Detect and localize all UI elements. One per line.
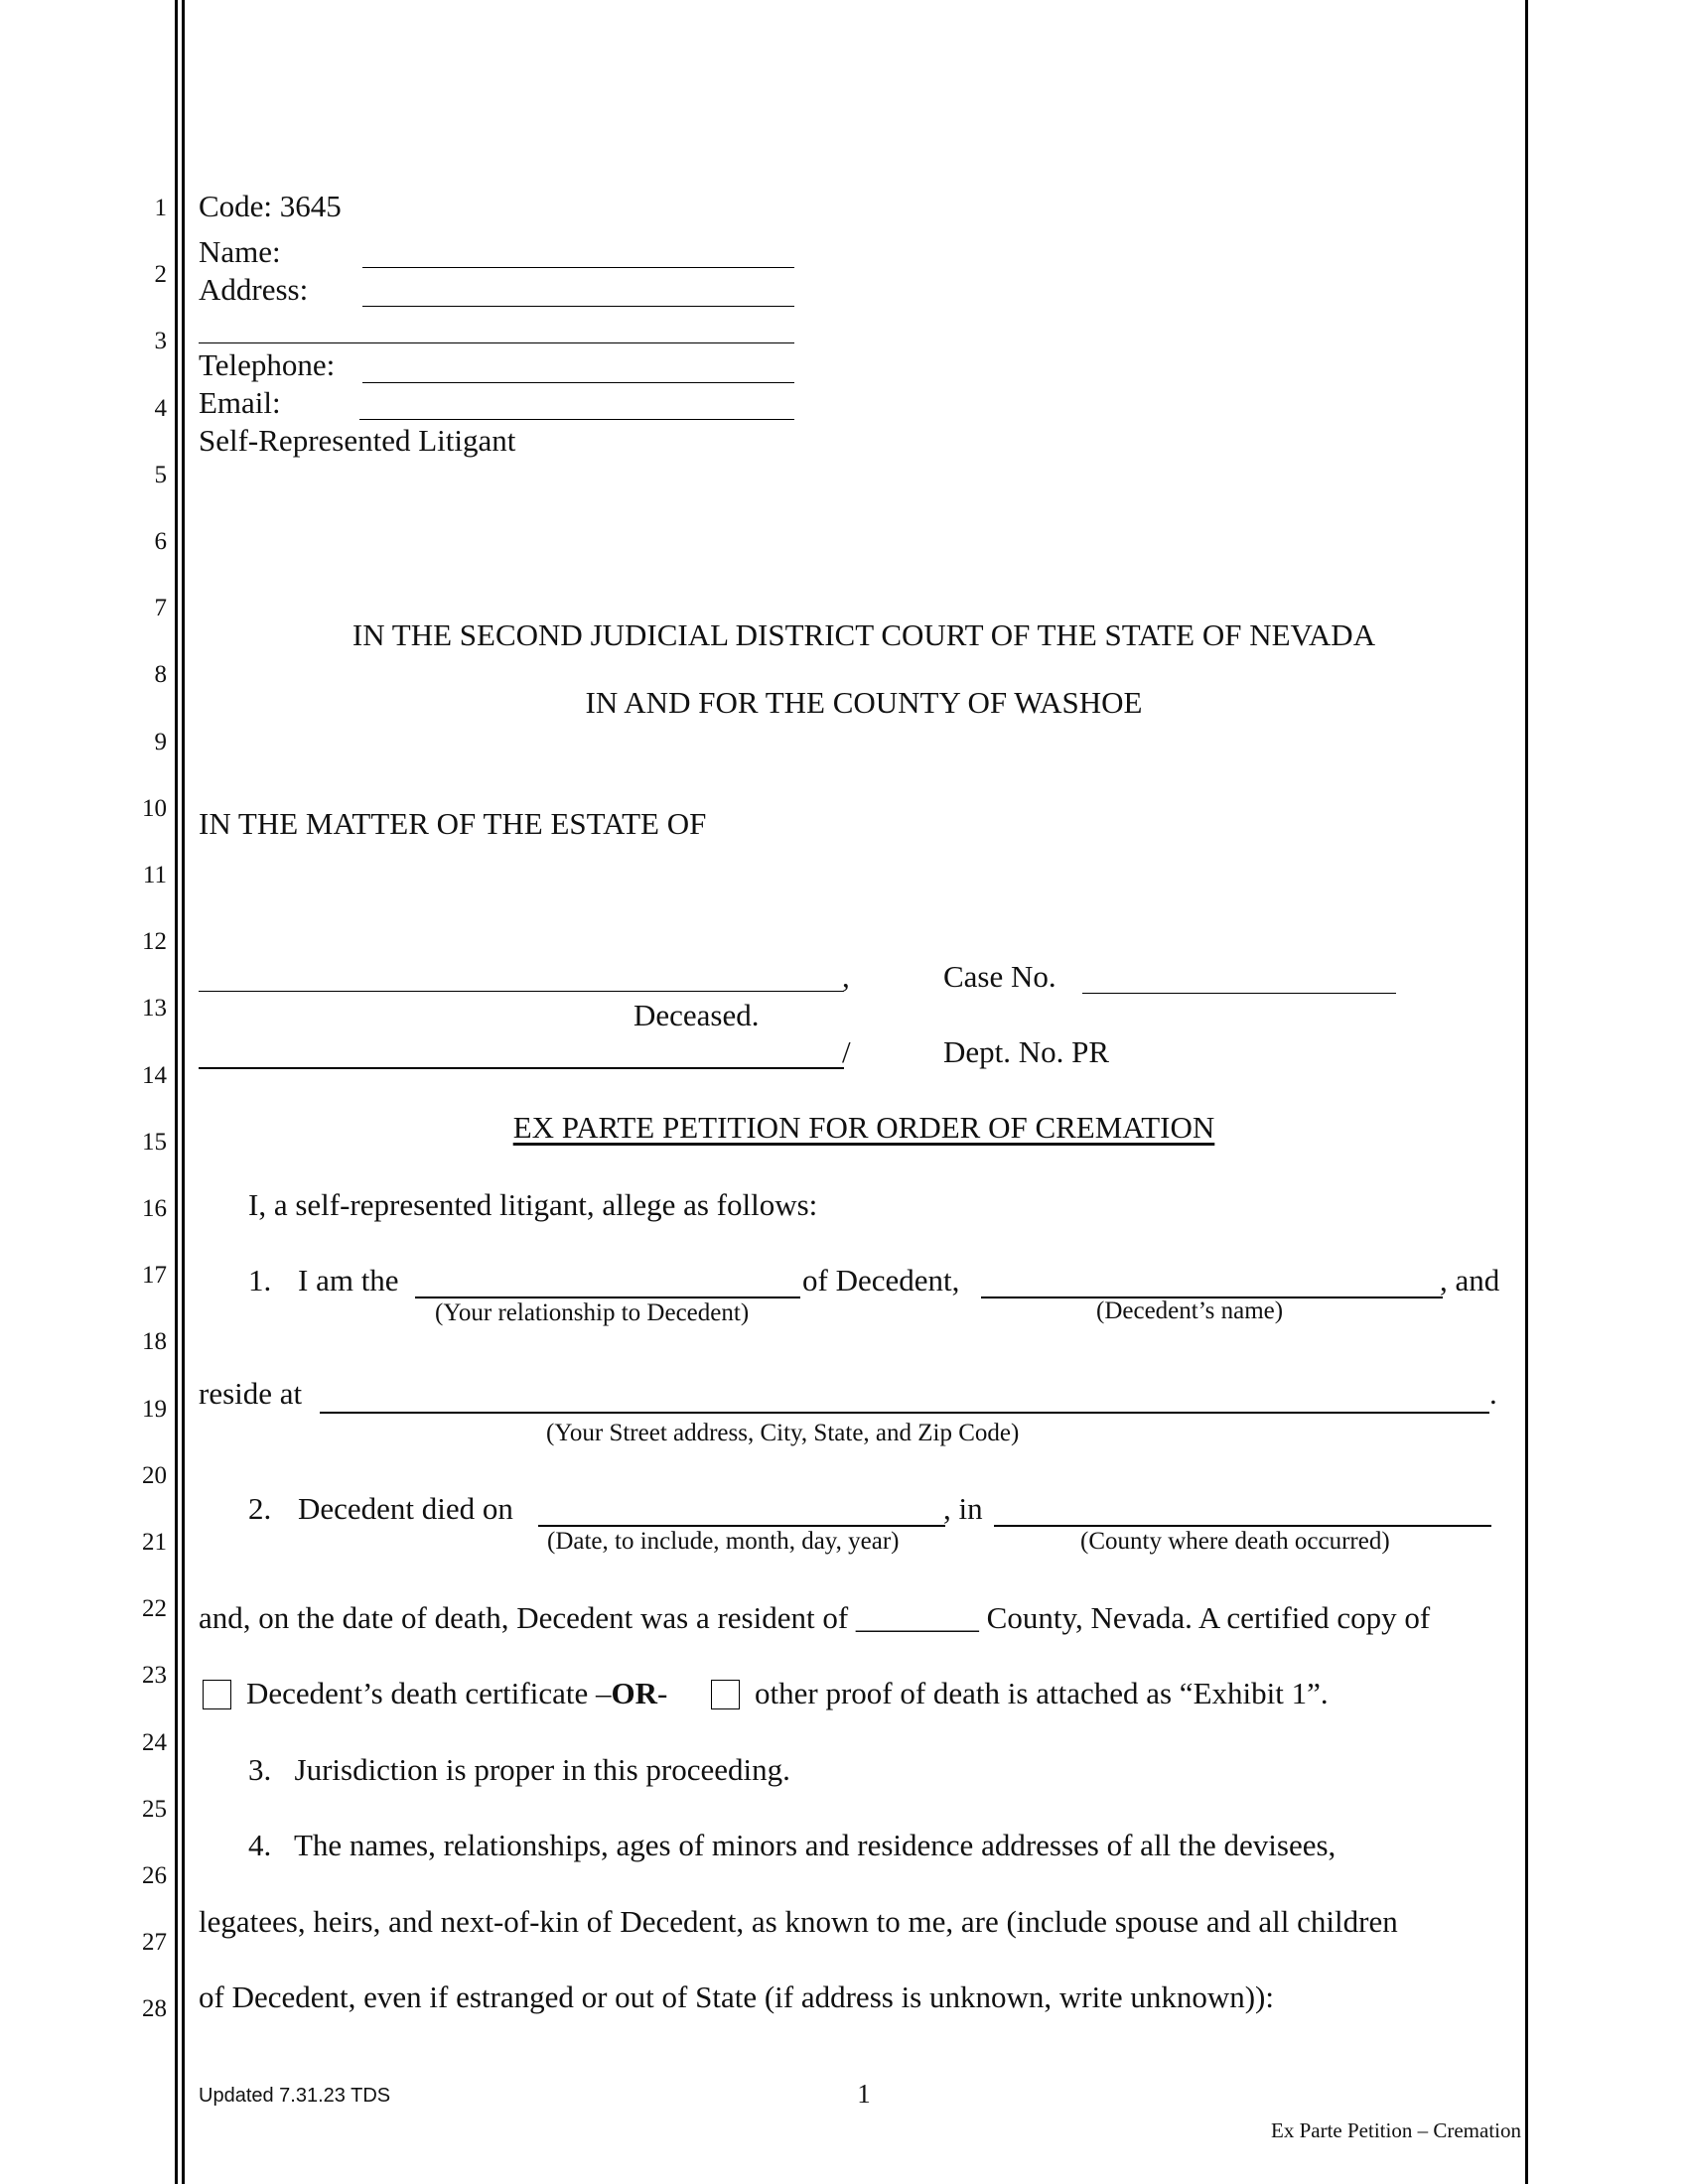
case-number-field[interactable] bbox=[1082, 993, 1396, 994]
line-number: 10 bbox=[142, 794, 167, 822]
line-number: 7 bbox=[154, 595, 167, 622]
caption-comma: , bbox=[842, 959, 850, 994]
paragraph-2-number: 2. bbox=[248, 1491, 272, 1526]
line-number: 16 bbox=[142, 1195, 167, 1222]
intro-statement: I, a self-represented litigant, allege as follows: bbox=[248, 1187, 818, 1222]
line-number: 13 bbox=[142, 995, 167, 1023]
line-number: 14 bbox=[142, 1061, 167, 1089]
name-field[interactable] bbox=[362, 267, 794, 268]
email-label: Email: bbox=[199, 385, 281, 420]
line-number: 8 bbox=[154, 661, 167, 689]
paragraph-4-line-2: legatees, heirs, and next-of-kin of Decedent, as known to me, are (include spouse and all children bbox=[199, 1904, 1398, 1939]
county-of-death-field[interactable] bbox=[994, 1525, 1491, 1527]
other-proof-checkbox[interactable] bbox=[711, 1680, 740, 1709]
decedent-name-field[interactable] bbox=[199, 991, 844, 992]
case-code: Code: 3645 bbox=[199, 189, 342, 223]
line-number: 27 bbox=[142, 1929, 167, 1957]
line-number: 2 bbox=[154, 261, 167, 289]
line-number: 6 bbox=[154, 528, 167, 555]
name-label: Name: bbox=[199, 234, 281, 269]
paragraph-1-text-b: of Decedent, bbox=[802, 1263, 960, 1297]
page-number: 1 bbox=[857, 2079, 871, 2109]
line-number: 9 bbox=[154, 728, 167, 755]
or-label: OR bbox=[611, 1676, 657, 1710]
line-number: 25 bbox=[142, 1795, 167, 1823]
line-number: 1 bbox=[154, 195, 167, 221]
document-title: EX PARTE PETITION FOR ORDER OF CREMATION bbox=[512, 1110, 1215, 1145]
paragraph-1-text-a: I am the bbox=[298, 1263, 399, 1297]
residence-county-statement: and, on the date of death, Decedent was a resident of ________ County, Nevada. A certified copy of bbox=[199, 1600, 1431, 1635]
relationship-field[interactable] bbox=[415, 1297, 800, 1298]
line-number: 15 bbox=[142, 1128, 167, 1156]
date-of-death-field[interactable] bbox=[538, 1525, 945, 1527]
date-of-death-caption: (Date, to include, month, day, year) bbox=[547, 1528, 900, 1555]
decedent-name-caption: (Decedent’s name) bbox=[1096, 1297, 1284, 1324]
line-number: 19 bbox=[142, 1395, 167, 1423]
right-margin-rule bbox=[1525, 0, 1528, 2184]
email-field[interactable] bbox=[359, 419, 794, 420]
line-number: 20 bbox=[142, 1461, 167, 1489]
line-number: 3 bbox=[154, 328, 167, 355]
relationship-caption: (Your relationship to Decedent) bbox=[435, 1299, 750, 1326]
line-number: 28 bbox=[142, 1995, 167, 2023]
line-number: 12 bbox=[142, 928, 167, 956]
death-certificate-checkbox[interactable] bbox=[203, 1680, 231, 1709]
court-heading: IN THE SECOND JUDICIAL DISTRICT COURT OF THE STATE OF NEVADA bbox=[352, 617, 1376, 652]
line-number: 5 bbox=[154, 461, 167, 488]
address-label: Address: bbox=[199, 272, 309, 307]
county-of-death-caption: (County where death occurred) bbox=[1080, 1528, 1390, 1555]
paragraph-1-text-c: , and bbox=[1440, 1263, 1500, 1297]
case-number-label: Case No. bbox=[943, 959, 1056, 994]
updated-stamp: Updated 7.31.23 TDS bbox=[199, 2085, 391, 2107]
residence-address-caption: (Your Street address, City, State, and Zip Code) bbox=[546, 1420, 1020, 1446]
line-number: 26 bbox=[142, 1862, 167, 1889]
footer-document-name: Ex Parte Petition – Cremation bbox=[1271, 2118, 1521, 2142]
paragraph-3: 3. Jurisdiction is proper in this proceeding. bbox=[248, 1752, 790, 1787]
left-margin-rule-inner bbox=[182, 0, 185, 2184]
self-represented-label: Self-Represented Litigant bbox=[199, 423, 516, 458]
reside-period: . bbox=[1489, 1376, 1497, 1411]
paragraph-1-number: 1. bbox=[248, 1263, 272, 1297]
address-field-line-2[interactable] bbox=[199, 342, 794, 343]
caption-close-rule bbox=[199, 1067, 844, 1069]
other-proof-option: other proof of death is attached as “Exhibit 1”. bbox=[755, 1676, 1329, 1710]
address-field-line-1[interactable] bbox=[362, 306, 794, 307]
caption-slash: / bbox=[842, 1034, 851, 1069]
line-number: 18 bbox=[142, 1328, 167, 1356]
proof-option-line bbox=[246, 1676, 667, 1711]
or-dash: - bbox=[657, 1676, 668, 1710]
paragraph-2-text-a: Decedent died on bbox=[298, 1491, 513, 1526]
telephone-field[interactable] bbox=[362, 382, 794, 383]
residence-address-field[interactable] bbox=[320, 1412, 1489, 1414]
matter-heading: IN THE MATTER OF THE ESTATE OF bbox=[199, 806, 707, 841]
paragraph-2-text-b: , in bbox=[943, 1491, 983, 1526]
line-number: 4 bbox=[154, 394, 167, 422]
paragraph-4-line-1: 4. The names, relationships, ages of minors and residence addresses of all the devisees, bbox=[248, 1828, 1336, 1862]
line-number: 22 bbox=[142, 1595, 167, 1623]
left-margin-rule-outer bbox=[175, 0, 178, 2184]
county-heading: IN AND FOR THE COUNTY OF WASHOE bbox=[585, 685, 1143, 720]
department-number: Dept. No. PR bbox=[943, 1034, 1110, 1069]
paragraph-4-line-3: of Decedent, even if estranged or out of State (if address is unknown, write unknown)): bbox=[199, 1979, 1274, 2014]
deceased-label: Deceased. bbox=[633, 998, 760, 1032]
line-number: 11 bbox=[142, 862, 167, 888]
reside-at-label: reside at bbox=[199, 1376, 303, 1411]
line-number: 17 bbox=[142, 1262, 167, 1290]
death-certificate-option: Decedent’s death certificate – bbox=[246, 1676, 612, 1710]
line-number: 24 bbox=[142, 1728, 167, 1756]
line-number: 21 bbox=[142, 1529, 167, 1556]
line-number: 23 bbox=[142, 1662, 167, 1690]
telephone-label: Telephone: bbox=[199, 347, 336, 382]
